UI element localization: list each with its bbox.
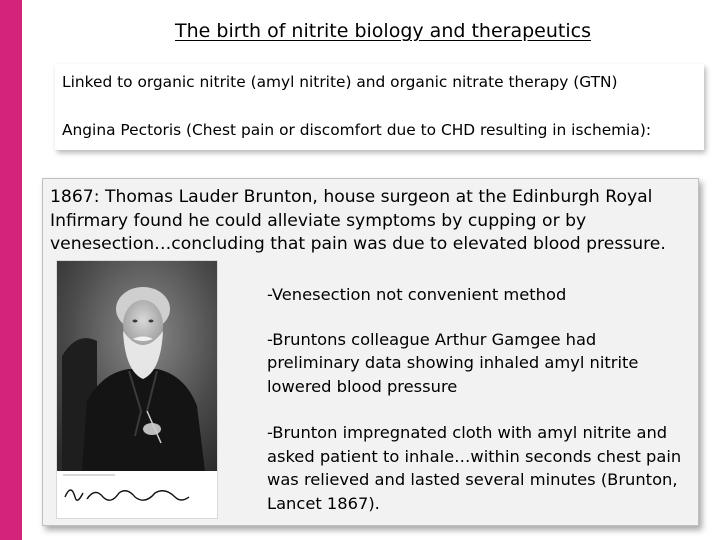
slide-title: The birth of nitrite biology and therapeutics [175, 20, 591, 42]
intro-line-organic-nitrite: Linked to organic nitrite (amyl nitrite) and organic nitrate therapy (GTN) [62, 73, 618, 91]
history-paragraph: 1867: Thomas Lauder Brunton, house surgeon at the Edinburgh Royal Infirmary found he could alleviate symptoms by cupping or by venesection…concluding that pain was due to elevated blood pressure. [50, 187, 666, 254]
intro-box [55, 64, 704, 150]
bullet-amyl-nitrite-trial: -Brunton impregnated cloth with amyl nitrite and asked patient to inhale…within seconds chest pain was relieved and lasted several minutes (Brunton, Lancet 1867). [267, 423, 682, 513]
accent-bar [0, 0, 22, 540]
bullet-venesection: -Venesection not convenient method [267, 285, 567, 304]
portrait-photo [56, 260, 218, 519]
bullet-list [267, 283, 692, 515]
bullet-gamgee: -Bruntons colleague Arthur Gamgee had preliminary data showing inhaled amyl nitrite lowered blood pressure [267, 329, 639, 396]
intro-line-angina-pectoris: Angina Pectoris (Chest pain or discomfort due to CHD resulting in ischemia): [62, 121, 652, 139]
content-box [42, 178, 699, 526]
portrait-image [57, 261, 217, 518]
